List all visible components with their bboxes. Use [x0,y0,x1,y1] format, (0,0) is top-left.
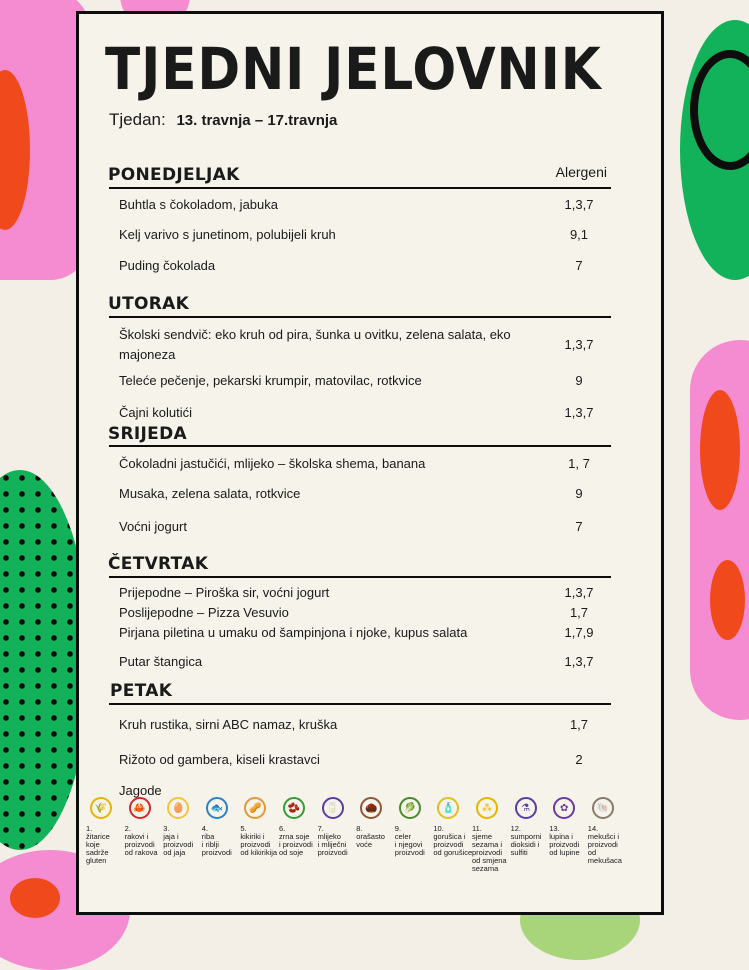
sesame-icon: ⁂ [476,797,498,819]
celery-icon: 🥬 [399,797,421,819]
menu-item: Pirjana piletina u umaku od šampinjona i njoke, kupus salata [119,625,468,640]
legend-item [163,797,203,857]
wheat-icon: 🌾 [90,797,112,819]
legend-label: 11. sjeme sezama i proizvodi od smjena sezama [472,824,507,873]
legend-item [356,797,396,849]
legend-label: 5. kikiriki i proizvodi od kikirikija [240,824,278,857]
legend-label: 14. mekušci i proizvodi od mekušaca [587,824,622,865]
peanut-icon: 🥜 [244,797,266,819]
item-allergens: 1,3,7 [564,585,594,600]
menu-item: Kruh rustika, sirni ABC namaz, kruška [119,717,338,732]
legend-label: 8. orašasto voće [356,824,385,849]
divider [109,316,611,318]
menu-item: Školski sendvič: eko kruh od pira, šunka u ovitku, zelena salata, eko majoneza [119,327,511,362]
divider [109,576,611,578]
week-dates: 13. travnja – 17.travnja [176,112,338,129]
legend-label: 9. celer i njegovi proizvodi [394,824,425,857]
menu-item: Puding čokolada [119,258,216,273]
divider [109,187,611,189]
day-heading-tuesday: UTORAK [108,294,190,314]
week-label: Tjedan: [109,110,166,129]
nut-icon: 🌰 [360,797,382,819]
menu-item: Musaka, zelena salata, rotkvice [119,486,301,501]
menu-item: Buhtla s čokoladom, jabuka [119,197,278,212]
item-allergens: 1,7 [569,605,589,620]
item-allergens: 1, 7 [568,456,590,471]
menu-item: Rižoto od gambera, kiseli krastavci [119,752,320,767]
legend-label: 7. mlijeko i mliječni proizvodi [317,824,348,857]
legend-label: 3. jaja i proizvodi od jaja [163,824,194,857]
day-heading-friday: PETAK [110,681,173,701]
legend-label: 2. rakovi i proizvodi od rakova [124,824,158,857]
menu-item: Kelj varivo s junetinom, polubijeli kruh [119,227,336,242]
page-title: TJEDNI JELOVNIK [105,35,602,103]
day-heading-wednesday: SRIJEDA [108,424,187,444]
menu-item: Poslijepodne – Pizza Vesuvio [119,605,289,620]
day-heading-thursday: ČETVRTAK [108,554,209,574]
day-heading-monday: PONEDJELJAK [108,165,240,185]
item-allergens: 1,7,9 [564,625,594,640]
item-allergens: 9 [575,373,583,388]
item-allergens: 7 [575,519,583,534]
crab-icon: 🦀 [129,797,151,819]
legend-label: 6. zrna soje i proizvodi od soje [279,824,313,857]
legend-item [279,797,319,857]
lupin-icon: ✿ [553,797,575,819]
legend-item [395,797,435,857]
fish-icon: 🐟 [206,797,228,819]
mustard-icon: 🧴 [437,797,459,819]
item-allergens: 2 [575,752,583,767]
legend-item [318,797,358,857]
legend-label: 4. riba i riblji proizvodi [201,824,232,857]
legend-label: 1. žitarice koje sadrže gluten [86,824,110,865]
menu-card [76,11,664,915]
item-allergens: 9,1 [569,227,589,242]
menu-item: Prijepodne – Piroška sir, voćni jogurt [119,585,330,600]
item-allergens: 1,3,7 [564,337,594,352]
week-range [109,110,337,130]
item-allergens: 1,3,7 [564,405,594,420]
menu-item: Čokoladni jastučići, mlijeko – školska shema, banana [119,456,426,471]
item-allergens: 1,3,7 [564,197,594,212]
legend-item [588,797,628,865]
legend-item [511,797,551,857]
item-allergens: 9 [575,486,583,501]
sulfite-icon: ⚗ [515,797,537,819]
legend-label: 10. gorušica i proizvodi od gorušice [433,824,473,857]
divider [109,703,611,705]
allergens-header: Alergeni [555,164,607,180]
legend-item [240,797,280,857]
legend-label: 13. lupina i proizvodi od lupine [549,824,580,857]
divider [109,445,611,447]
menu-item: Teleće pečenje, pekarski krumpir, matovilac, rotkvice [119,373,422,388]
mollusc-icon: 🐚 [592,797,614,819]
legend-item [472,797,512,873]
milk-icon: 🥛 [322,797,344,819]
menu-item: Voćni jogurt [119,519,187,534]
legend-item [433,797,473,857]
menu-item: Čajni kolutići [119,405,192,420]
menu-item: Jagode [119,783,162,798]
soy-icon: 🫘 [283,797,305,819]
legend-label: 12. sumporni dioksidi i sulfiti [510,824,542,857]
item-allergens: 1,7 [569,717,589,732]
legend-item [202,797,242,857]
legend-item [549,797,589,857]
menu-item: Putar štangica [119,654,203,669]
item-allergens: 7 [575,258,583,273]
item-allergens: 1,3,7 [564,654,594,669]
legend-item [125,797,165,857]
legend-item [86,797,126,865]
egg-icon: 🥚 [167,797,189,819]
